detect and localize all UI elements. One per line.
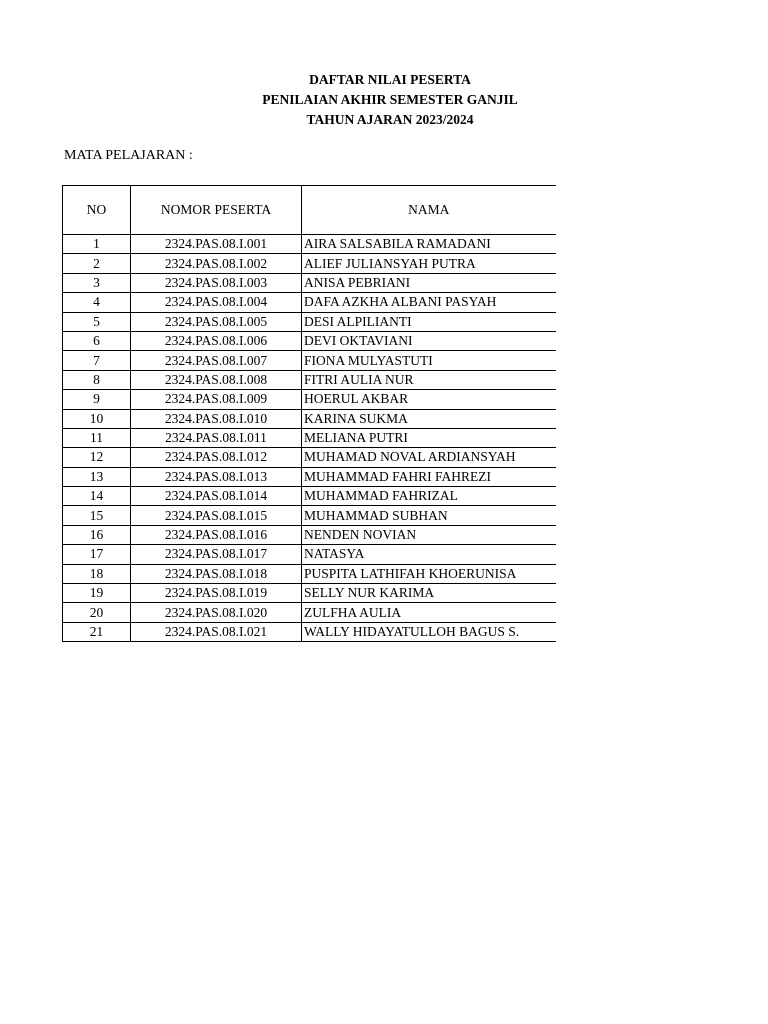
table-row bbox=[63, 351, 556, 370]
cell-nomor-peserta: 2324.PAS.08.I.021 bbox=[131, 622, 302, 641]
cell-nama: FIONA MULYASTUTI bbox=[302, 351, 556, 370]
cell-nomor-peserta: 2324.PAS.08.I.001 bbox=[131, 235, 302, 254]
table-row bbox=[63, 448, 556, 467]
cell-no: 1 bbox=[63, 235, 131, 254]
cell-no: 5 bbox=[63, 312, 131, 331]
cell-nama: MUHAMMAD SUBHAN bbox=[302, 506, 556, 525]
cell-nomor-peserta: 2324.PAS.08.I.004 bbox=[131, 293, 302, 312]
cell-nama: MELIANA PUTRI bbox=[302, 428, 556, 447]
cell-nomor-peserta: 2324.PAS.08.I.005 bbox=[131, 312, 302, 331]
cell-nomor-peserta: 2324.PAS.08.I.002 bbox=[131, 254, 302, 273]
cell-nomor-peserta: 2324.PAS.08.I.003 bbox=[131, 273, 302, 292]
column-header-nama: NAMA bbox=[302, 186, 556, 235]
cell-nomor-peserta: 2324.PAS.08.I.009 bbox=[131, 390, 302, 409]
table-row bbox=[63, 603, 556, 622]
table-row bbox=[63, 409, 556, 428]
column-header-no: NO bbox=[63, 186, 131, 235]
cell-nama: KARINA SUKMA bbox=[302, 409, 556, 428]
cell-no: 7 bbox=[63, 351, 131, 370]
cell-nomor-peserta: 2324.PAS.08.I.018 bbox=[131, 564, 302, 583]
cell-nomor-peserta: 2324.PAS.08.I.014 bbox=[131, 487, 302, 506]
cell-nama: ANISA PEBRIANI bbox=[302, 273, 556, 292]
cell-no: 14 bbox=[63, 487, 131, 506]
title-line-3: TAHUN AJARAN 2023/2024 bbox=[306, 112, 474, 127]
cell-no: 13 bbox=[63, 467, 131, 486]
table-row bbox=[63, 487, 556, 506]
cell-no: 17 bbox=[63, 545, 131, 564]
table-row bbox=[63, 312, 556, 331]
table-row bbox=[63, 428, 556, 447]
title-line-2: PENILAIAN AKHIR SEMESTER GANJIL bbox=[262, 92, 518, 107]
cell-nomor-peserta: 2324.PAS.08.I.017 bbox=[131, 545, 302, 564]
table-row bbox=[63, 506, 556, 525]
cell-nomor-peserta: 2324.PAS.08.I.012 bbox=[131, 448, 302, 467]
table-row bbox=[63, 622, 556, 641]
cell-nama: MUHAMMAD FAHRIZAL bbox=[302, 487, 556, 506]
cell-nama: NATASYA bbox=[302, 545, 556, 564]
column-header-nomor-peserta: NOMOR PESERTA bbox=[131, 186, 302, 235]
cell-nama: NENDEN NOVIAN bbox=[302, 525, 556, 544]
cell-nama: WALLY HIDAYATULLOH BAGUS S. bbox=[302, 622, 556, 641]
cell-no: 11 bbox=[63, 428, 131, 447]
cell-nomor-peserta: 2324.PAS.08.I.010 bbox=[131, 409, 302, 428]
participant-table bbox=[62, 185, 556, 642]
table-row bbox=[63, 331, 556, 350]
table-row bbox=[63, 293, 556, 312]
cell-nama: DESI ALPILIANTI bbox=[302, 312, 556, 331]
table-row bbox=[63, 525, 556, 544]
cell-nama: DEVI OKTAVIANI bbox=[302, 331, 556, 350]
cell-nomor-peserta: 2324.PAS.08.I.007 bbox=[131, 351, 302, 370]
table-row bbox=[63, 467, 556, 486]
table-row bbox=[63, 254, 556, 273]
cell-no: 20 bbox=[63, 603, 131, 622]
cell-no: 21 bbox=[63, 622, 131, 641]
table-row bbox=[63, 564, 556, 583]
cell-nomor-peserta: 2324.PAS.08.I.013 bbox=[131, 467, 302, 486]
cell-no: 2 bbox=[63, 254, 131, 273]
cell-nama: FITRI AULIA NUR bbox=[302, 370, 556, 389]
cell-nomor-peserta: 2324.PAS.08.I.006 bbox=[131, 331, 302, 350]
subject-label: MATA PELAJARAN : bbox=[64, 148, 193, 163]
table-row bbox=[63, 235, 556, 254]
cell-nomor-peserta: 2324.PAS.08.I.019 bbox=[131, 584, 302, 603]
title-line-1: DAFTAR NILAI PESERTA bbox=[309, 72, 471, 87]
cell-nama: MUHAMAD NOVAL ARDIANSYAH bbox=[302, 448, 556, 467]
cell-nomor-peserta: 2324.PAS.08.I.008 bbox=[131, 370, 302, 389]
table-row bbox=[63, 584, 556, 603]
cell-nama: AIRA SALSABILA RAMADANI bbox=[302, 235, 556, 254]
cell-nomor-peserta: 2324.PAS.08.I.016 bbox=[131, 525, 302, 544]
table-header-row bbox=[63, 186, 556, 235]
cell-no: 8 bbox=[63, 370, 131, 389]
cell-no: 15 bbox=[63, 506, 131, 525]
cell-no: 19 bbox=[63, 584, 131, 603]
table-row bbox=[63, 545, 556, 564]
cell-no: 16 bbox=[63, 525, 131, 544]
table-row bbox=[63, 370, 556, 389]
cell-nomor-peserta: 2324.PAS.08.I.015 bbox=[131, 506, 302, 525]
table-row bbox=[63, 390, 556, 409]
cell-nama: ZULFHA AULIA bbox=[302, 603, 556, 622]
cell-no: 3 bbox=[63, 273, 131, 292]
cell-nama: DAFA AZKHA ALBANI PASYAH bbox=[302, 293, 556, 312]
cell-nomor-peserta: 2324.PAS.08.I.020 bbox=[131, 603, 302, 622]
cell-nama: SELLY NUR KARIMA bbox=[302, 584, 556, 603]
cell-no: 6 bbox=[63, 331, 131, 350]
cell-nama: HOERUL AKBAR bbox=[302, 390, 556, 409]
cell-nama: ALIEF JULIANSYAH PUTRA bbox=[302, 254, 556, 273]
cell-nomor-peserta: 2324.PAS.08.I.011 bbox=[131, 428, 302, 447]
table-row bbox=[63, 273, 556, 292]
cell-no: 10 bbox=[63, 409, 131, 428]
cell-no: 4 bbox=[63, 293, 131, 312]
cell-nama: MUHAMMAD FAHRI FAHREZI bbox=[302, 467, 556, 486]
cell-nama: PUSPITA LATHIFAH KHOERUNISA bbox=[302, 564, 556, 583]
page-title bbox=[0, 70, 768, 130]
cell-no: 9 bbox=[63, 390, 131, 409]
table-body bbox=[63, 235, 556, 642]
cell-no: 12 bbox=[63, 448, 131, 467]
cell-no: 18 bbox=[63, 564, 131, 583]
